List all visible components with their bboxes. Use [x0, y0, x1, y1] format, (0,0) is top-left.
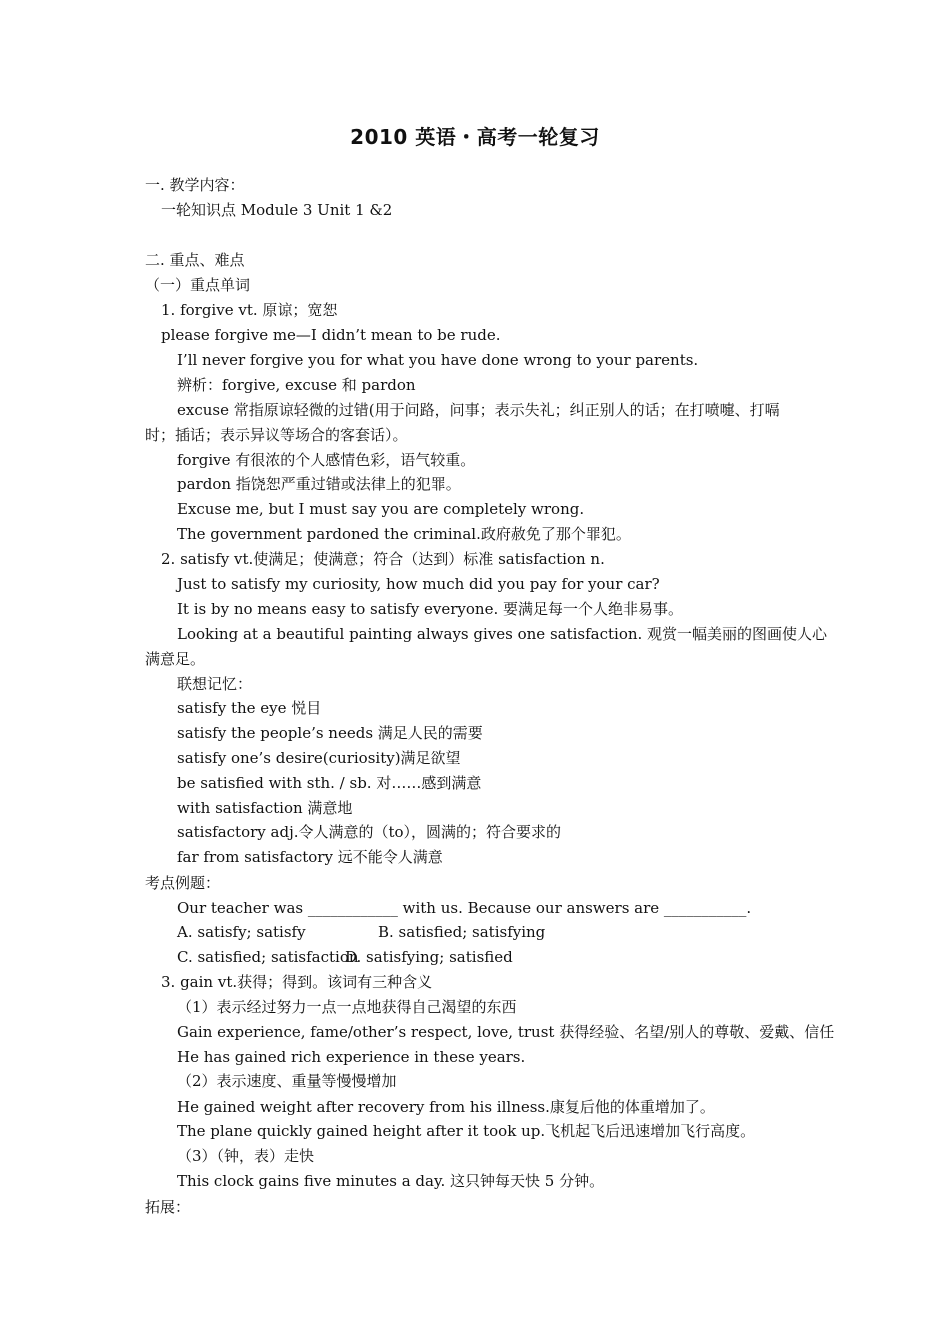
example-line: The plane quickly gained height after it took up.飞机起飞后迅速增加飞行高度。 — [177, 1122, 756, 1140]
example-line: He has gained rich experience in these years. — [177, 1048, 526, 1066]
phrase-line: be satisfied with sth. / sb. 对……感到满意 — [177, 774, 482, 792]
phrase-line: with satisfaction 满意地 — [177, 799, 353, 817]
example-line: 满意足。 — [145, 650, 206, 668]
option-b: B. satisfied; satisfying — [378, 923, 546, 941]
example-line: I’ll never forgive you for what you have done wrong to your parents. — [177, 351, 699, 369]
phrase-line: satisfy the eye 悦目 — [177, 699, 322, 717]
example-line: It is by no means easy to satisfy everyone. 要满足每一个人绝非易事。 — [177, 600, 683, 618]
example-line: please forgive me—I didn’t mean to be rude. — [161, 326, 501, 344]
exam-label: 考点例题： — [145, 874, 221, 892]
note-line: excuse 常指原谅轻微的过错(用于问路，问事；表示失礼；纠正别人的话；在打喷嚏、打嗝 — [177, 401, 780, 419]
section-heading-2: 二. 重点、难点 — [145, 251, 245, 269]
word-heading-gain: 3. gain vt.获得；得到。该词有三种含义 — [161, 973, 433, 991]
section-heading-1: 一. 教学内容： — [145, 176, 245, 194]
example-line: Gain experience, fame/other’s respect, love, trust 获得经验、名望/别人的尊敬、爱戴、信任 — [177, 1023, 835, 1041]
example-line: He gained weight after recovery from his illness.康复后他的体重增加了。 — [177, 1098, 715, 1116]
meaning-heading: （3）（钟，表）走快 — [177, 1147, 315, 1165]
note-line: 时；插话；表示异议等场合的客套话）。 — [145, 426, 408, 444]
note-line: pardon 指饶恕严重过错或法律上的犯罪。 — [177, 475, 461, 493]
example-line: This clock gains five minutes a day. 这只钟每天快 5 分钟。 — [177, 1172, 605, 1190]
option-a: A. satisfy; satisfy — [177, 923, 306, 941]
word-heading-satisfy: 2. satisfy vt.使满足；使满意；符合（达到）标准 satisfaction n. — [161, 550, 605, 568]
extension-heading: 拓展： — [145, 1198, 191, 1216]
phrase-line: satisfy the people’s needs 满足人民的需要 — [177, 724, 483, 742]
phrase-line: satisfactory adj.令人满意的（to），圆满的；符合要求的 — [177, 823, 562, 841]
example-line: Just to satisfy my curiosity, how much did you pay for your car? — [177, 575, 660, 593]
association-heading: 联想记忆： — [177, 675, 253, 693]
word-heading-forgive: 1. forgive vt. 原谅；宽恕 — [161, 301, 338, 319]
example-line: Looking at a beautiful painting always gives one satisfaction. 观赏一幅美丽的图画使人心 — [177, 625, 828, 643]
page-title: 2010 英语・高考一轮复习 — [350, 125, 600, 149]
analysis-heading: 辨析：forgive, excuse 和 pardon — [177, 376, 416, 394]
example-line: The government pardoned the criminal.政府赦免了那个罪犯。 — [177, 525, 631, 543]
phrase-line: far from satisfactory 远不能令人满意 — [177, 848, 443, 866]
section-content-1: 一轮知识点 Module 3 Unit 1 &2 — [161, 201, 393, 219]
meaning-heading: （2）表示速度、重量等慢慢增加 — [177, 1072, 397, 1090]
example-line: Excuse me, but I must say you are completely wrong. — [177, 500, 585, 518]
option-d: D. satisfying; satisfied — [345, 948, 513, 966]
meaning-heading: （1）表示经过努力一点一点地获得自己渴望的东西 — [177, 998, 517, 1016]
exam-question: Our teacher was ____________ with us. Because our answers are ___________. — [177, 899, 752, 917]
subsection-heading: （一）重点单词 — [145, 276, 251, 294]
phrase-line: satisfy one’s desire(curiosity)满足欲望 — [177, 749, 461, 767]
option-c: C. satisfied; satisfaction — [177, 948, 359, 966]
note-line: forgive 有很浓的个人感情色彩，语气较重。 — [177, 451, 476, 469]
